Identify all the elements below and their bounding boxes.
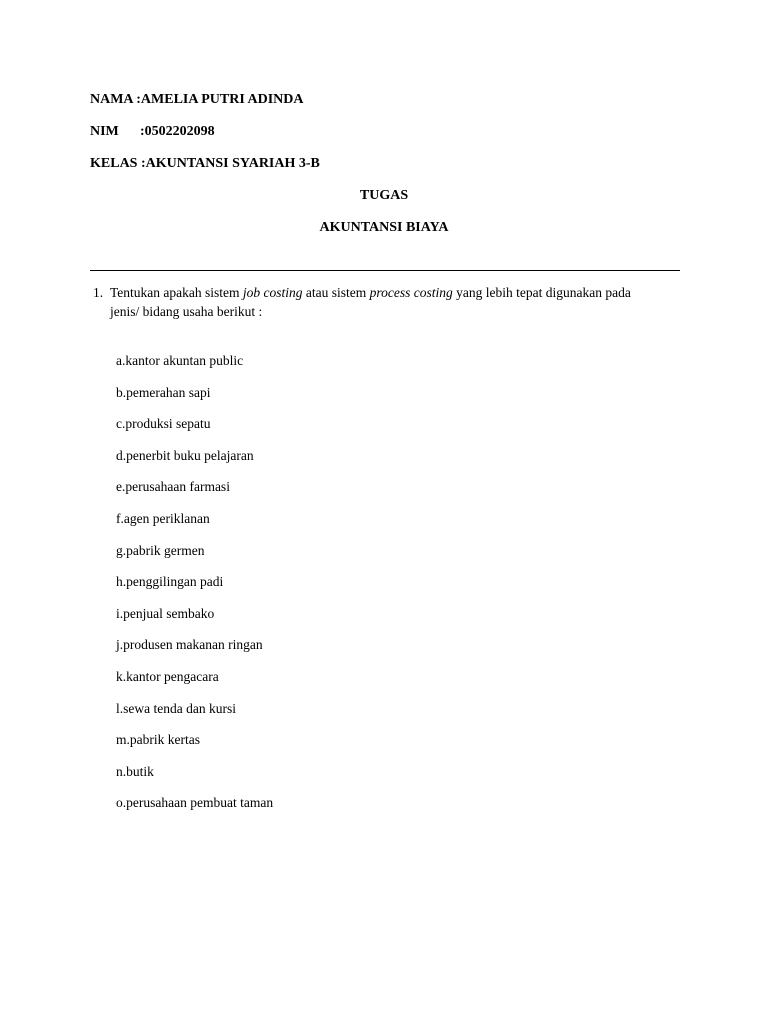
- list-item: f.agen periklanan: [116, 510, 210, 526]
- document-title: TUGAS: [359, 188, 409, 203]
- question-number: 1.: [93, 285, 104, 300]
- list-item: g.pabrik germen: [116, 542, 205, 558]
- nim-value: :0502202098: [140, 124, 215, 139]
- horizontal-divider: [90, 270, 680, 271]
- student-class: KELAS :AKUNTANSI SYARIAH 3-B: [90, 156, 320, 171]
- student-nim: [90, 124, 215, 140]
- business-list: [116, 351, 273, 825]
- question-text-part: yang lebih tepat digunakan pada jenis/ bidang usaha berikut :: [110, 285, 631, 319]
- list-item: i.penjual sembako: [116, 605, 215, 621]
- list-item: c.produksi sepatu: [116, 416, 211, 432]
- question-text: [110, 283, 663, 321]
- list-item: h.penggilingan padi: [116, 574, 224, 590]
- student-name: NAMA :AMELIA PUTRI ADINDA: [90, 92, 304, 107]
- list-item: d.penerbit buku pelajaran: [116, 447, 254, 463]
- list-item: n.butik: [116, 763, 154, 779]
- question-1: [93, 283, 663, 321]
- list-item: j.produsen makanan ringan: [116, 637, 263, 653]
- list-item: e.perusahaan farmasi: [116, 479, 230, 495]
- nim-label: NIM: [90, 124, 119, 139]
- list-item: a.kantor akuntan public: [116, 353, 244, 368]
- list-item: k.kantor pengacara: [116, 668, 219, 684]
- document-subtitle: AKUNTANSI BIAYA: [319, 220, 449, 235]
- question-text-part: Tentukan apakah sistem: [110, 285, 243, 300]
- list-item: m.pabrik kertas: [116, 732, 200, 748]
- list-item: l.sewa tenda dan kursi: [116, 700, 236, 716]
- term-job-costing: job costing: [242, 285, 303, 300]
- question-text-part: atau sistem: [302, 285, 370, 300]
- term-process-costing: process costing: [369, 285, 453, 300]
- list-item: o.perusahaan pembuat taman: [116, 795, 274, 811]
- list-item: b.pemerahan sapi: [116, 384, 211, 400]
